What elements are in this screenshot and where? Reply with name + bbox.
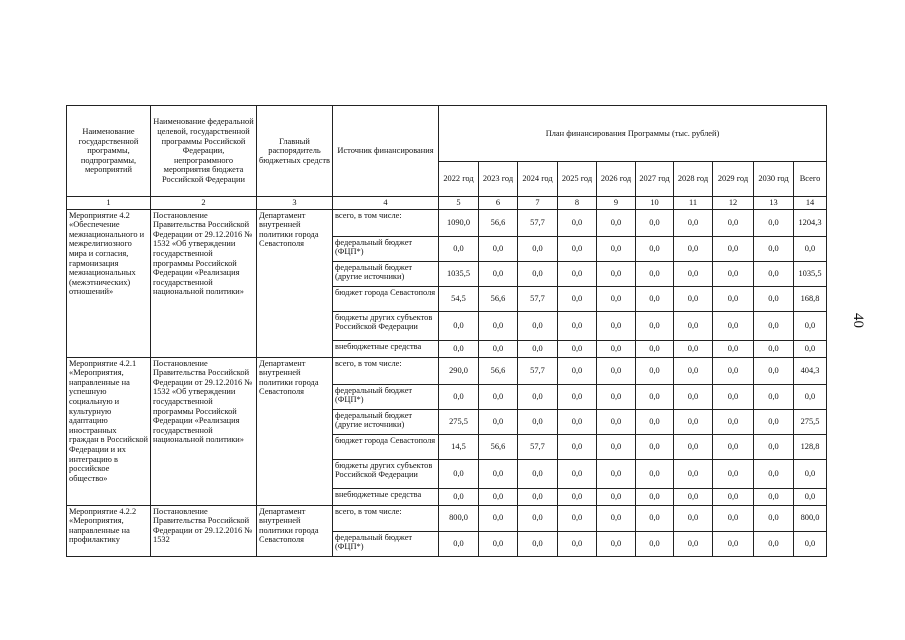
value-cell: 56,6 bbox=[479, 357, 518, 384]
value-cell: 0,0 bbox=[479, 531, 518, 556]
column-number: 7 bbox=[518, 197, 558, 210]
value-cell: 0,0 bbox=[754, 236, 794, 261]
budget-manager: Департамент внутренней политики города Севастополя bbox=[257, 505, 333, 556]
measure-name: Мероприятие 4.2.2 «Мероприятия, направленные на профилактику bbox=[67, 505, 151, 556]
year-header: 2022 год bbox=[439, 162, 479, 197]
column-number: 9 bbox=[597, 197, 636, 210]
value-cell: 1035,5 bbox=[439, 261, 479, 286]
value-cell: 0,0 bbox=[674, 384, 713, 409]
value-cell: 0,0 bbox=[754, 384, 794, 409]
value-cell: 0,0 bbox=[794, 531, 827, 556]
value-cell: 0,0 bbox=[754, 340, 794, 357]
year-header: 2029 год bbox=[713, 162, 754, 197]
column-number: 12 bbox=[713, 197, 754, 210]
value-cell: 0,0 bbox=[636, 286, 674, 311]
value-cell: 290,0 bbox=[439, 357, 479, 384]
value-cell: 0,0 bbox=[674, 261, 713, 286]
value-cell: 0,0 bbox=[518, 488, 558, 505]
value-cell: 0,0 bbox=[597, 531, 636, 556]
value-cell: 0,0 bbox=[558, 384, 597, 409]
value-cell: 404,3 bbox=[794, 357, 827, 384]
value-cell: 0,0 bbox=[754, 209, 794, 236]
value-cell: 0,0 bbox=[479, 505, 518, 531]
federal-program: Постановление Правительства Российской Федерации от 29.12.2016 № 1532 «Об утверждении государственной программы Российской Федерации «Реализация государственной национальной политики» bbox=[151, 357, 257, 505]
table-row bbox=[67, 357, 827, 384]
year-header: 2028 год bbox=[674, 162, 713, 197]
value-cell: 0,0 bbox=[558, 209, 597, 236]
value-cell: 0,0 bbox=[674, 409, 713, 434]
budget-manager: Департамент внутренней политики города Севастополя bbox=[257, 209, 333, 357]
value-cell: 0,0 bbox=[636, 434, 674, 459]
value-cell: 0,0 bbox=[518, 505, 558, 531]
value-cell: 0,0 bbox=[479, 459, 518, 488]
year-header: 2025 год bbox=[558, 162, 597, 197]
value-cell: 275,5 bbox=[439, 409, 479, 434]
value-cell: 0,0 bbox=[754, 357, 794, 384]
federal-program: Постановление Правительства Российской Федерации от 29.12.2016 № 1532 bbox=[151, 505, 257, 556]
value-cell: 0,0 bbox=[754, 409, 794, 434]
value-cell: 0,0 bbox=[479, 261, 518, 286]
header-program: Наименование государственной программы, подпрограммы, мероприятий bbox=[67, 106, 151, 197]
year-header: 2024 год bbox=[518, 162, 558, 197]
column-number: 10 bbox=[636, 197, 674, 210]
value-cell: 0,0 bbox=[597, 409, 636, 434]
value-cell: 0,0 bbox=[713, 209, 754, 236]
value-cell: 0,0 bbox=[439, 340, 479, 357]
value-cell: 0,0 bbox=[754, 434, 794, 459]
header-source: Источник финансирования bbox=[333, 106, 439, 197]
value-cell: 1090,0 bbox=[439, 209, 479, 236]
funding-source: всего, в том числе: bbox=[333, 209, 439, 236]
value-cell: 0,0 bbox=[713, 505, 754, 531]
value-cell: 0,0 bbox=[713, 384, 754, 409]
value-cell: 0,0 bbox=[518, 261, 558, 286]
value-cell: 0,0 bbox=[597, 286, 636, 311]
value-cell: 0,0 bbox=[439, 459, 479, 488]
value-cell: 57,7 bbox=[518, 434, 558, 459]
funding-source: федеральный бюджет (ФЦП*) bbox=[333, 384, 439, 409]
value-cell: 0,0 bbox=[636, 236, 674, 261]
value-cell: 0,0 bbox=[518, 459, 558, 488]
value-cell: 0,0 bbox=[713, 311, 754, 340]
year-header: 2030 год bbox=[754, 162, 794, 197]
value-cell: 0,0 bbox=[558, 531, 597, 556]
funding-source: федеральный бюджет (ФЦП*) bbox=[333, 531, 439, 556]
budget-manager: Департамент внутренней политики города Севастополя bbox=[257, 357, 333, 505]
column-number: 13 bbox=[754, 197, 794, 210]
value-cell: 0,0 bbox=[713, 434, 754, 459]
value-cell: 0,0 bbox=[794, 459, 827, 488]
column-number: 8 bbox=[558, 197, 597, 210]
value-cell: 0,0 bbox=[674, 311, 713, 340]
value-cell: 0,0 bbox=[713, 459, 754, 488]
value-cell: 0,0 bbox=[558, 311, 597, 340]
value-cell: 0,0 bbox=[674, 459, 713, 488]
value-cell: 0,0 bbox=[439, 488, 479, 505]
value-cell: 56,6 bbox=[479, 286, 518, 311]
value-cell: 0,0 bbox=[636, 261, 674, 286]
value-cell: 0,0 bbox=[754, 311, 794, 340]
value-cell: 0,0 bbox=[754, 488, 794, 505]
value-cell: 0,0 bbox=[439, 236, 479, 261]
value-cell: 0,0 bbox=[754, 261, 794, 286]
column-number: 2 bbox=[151, 197, 257, 210]
column-number: 5 bbox=[439, 197, 479, 210]
funding-source: внебюджетные средства bbox=[333, 340, 439, 357]
value-cell: 0,0 bbox=[479, 384, 518, 409]
column-number: 11 bbox=[674, 197, 713, 210]
value-cell: 0,0 bbox=[674, 209, 713, 236]
value-cell: 0,0 bbox=[597, 209, 636, 236]
value-cell: 0,0 bbox=[597, 488, 636, 505]
value-cell: 800,0 bbox=[439, 505, 479, 531]
value-cell: 57,7 bbox=[518, 286, 558, 311]
value-cell: 0,0 bbox=[558, 236, 597, 261]
header-plan-title: План финансирования Программы (тыс. рублей) bbox=[439, 106, 827, 162]
value-cell: 0,0 bbox=[558, 286, 597, 311]
value-cell: 0,0 bbox=[674, 434, 713, 459]
value-cell: 0,0 bbox=[597, 384, 636, 409]
value-cell: 0,0 bbox=[713, 286, 754, 311]
value-cell: 0,0 bbox=[674, 236, 713, 261]
header-federal-program: Наименование федеральной целевой, государственной программы Российской Федерации, непрограммного мероприятия бюджета Российской Федерации bbox=[151, 106, 257, 197]
value-cell: 0,0 bbox=[636, 311, 674, 340]
value-cell: 0,0 bbox=[597, 340, 636, 357]
value-cell: 0,0 bbox=[558, 409, 597, 434]
value-cell: 0,0 bbox=[794, 488, 827, 505]
value-cell: 0,0 bbox=[439, 531, 479, 556]
value-cell: 1204,3 bbox=[794, 209, 827, 236]
value-cell: 0,0 bbox=[518, 384, 558, 409]
funding-source: бюджет города Севастополя bbox=[333, 286, 439, 311]
value-cell: 800,0 bbox=[794, 505, 827, 531]
value-cell: 0,0 bbox=[518, 409, 558, 434]
funding-source: всего, в том числе: bbox=[333, 357, 439, 384]
value-cell: 0,0 bbox=[674, 286, 713, 311]
year-header: 2023 год bbox=[479, 162, 518, 197]
value-cell: 0,0 bbox=[558, 340, 597, 357]
table-row bbox=[67, 505, 827, 531]
value-cell: 56,6 bbox=[479, 209, 518, 236]
value-cell: 0,0 bbox=[674, 340, 713, 357]
funding-source: федеральный бюджет (другие источники) bbox=[333, 409, 439, 434]
value-cell: 0,0 bbox=[794, 236, 827, 261]
value-cell: 168,8 bbox=[794, 286, 827, 311]
financing-table bbox=[66, 105, 827, 557]
value-cell: 0,0 bbox=[558, 434, 597, 459]
funding-source: федеральный бюджет (другие источники) bbox=[333, 261, 439, 286]
value-cell: 0,0 bbox=[754, 531, 794, 556]
value-cell: 0,0 bbox=[794, 311, 827, 340]
value-cell: 0,0 bbox=[713, 261, 754, 286]
value-cell: 0,0 bbox=[518, 311, 558, 340]
value-cell: 0,0 bbox=[439, 311, 479, 340]
column-number: 6 bbox=[479, 197, 518, 210]
funding-source: внебюджетные средства bbox=[333, 488, 439, 505]
value-cell: 0,0 bbox=[713, 409, 754, 434]
value-cell: 0,0 bbox=[713, 357, 754, 384]
column-number: 14 bbox=[794, 197, 827, 210]
value-cell: 275,5 bbox=[794, 409, 827, 434]
value-cell: 0,0 bbox=[597, 311, 636, 340]
value-cell: 0,0 bbox=[636, 357, 674, 384]
value-cell: 0,0 bbox=[558, 459, 597, 488]
federal-program: Постановление Правительства Российской Федерации от 29.12.2016 № 1532 «Об утверждении государственной программы Российской Федерации «Реализация государственной национальной политики» bbox=[151, 209, 257, 357]
funding-source: федеральный бюджет (ФЦП*) bbox=[333, 236, 439, 261]
value-cell: 0,0 bbox=[713, 340, 754, 357]
value-cell: 0,0 bbox=[674, 357, 713, 384]
value-cell: 0,0 bbox=[636, 384, 674, 409]
value-cell: 0,0 bbox=[439, 384, 479, 409]
column-number: 3 bbox=[257, 197, 333, 210]
column-number: 4 bbox=[333, 197, 439, 210]
page-number: 40 bbox=[850, 313, 866, 328]
value-cell: 0,0 bbox=[558, 488, 597, 505]
value-cell: 0,0 bbox=[794, 340, 827, 357]
value-cell: 0,0 bbox=[479, 311, 518, 340]
year-header: Всего bbox=[794, 162, 827, 197]
value-cell: 0,0 bbox=[636, 505, 674, 531]
value-cell: 0,0 bbox=[636, 459, 674, 488]
value-cell: 0,0 bbox=[518, 236, 558, 261]
value-cell: 0,0 bbox=[674, 531, 713, 556]
value-cell: 0,0 bbox=[597, 261, 636, 286]
value-cell: 0,0 bbox=[518, 531, 558, 556]
value-cell: 0,0 bbox=[597, 434, 636, 459]
value-cell: 0,0 bbox=[558, 357, 597, 384]
funding-source: бюджет города Севастополя bbox=[333, 434, 439, 459]
value-cell: 1035,5 bbox=[794, 261, 827, 286]
value-cell: 0,0 bbox=[674, 505, 713, 531]
value-cell: 0,0 bbox=[479, 340, 518, 357]
value-cell: 0,0 bbox=[558, 505, 597, 531]
value-cell: 57,7 bbox=[518, 357, 558, 384]
value-cell: 56,6 bbox=[479, 434, 518, 459]
value-cell: 0,0 bbox=[754, 459, 794, 488]
value-cell: 0,0 bbox=[636, 340, 674, 357]
value-cell: 14,5 bbox=[439, 434, 479, 459]
value-cell: 0,0 bbox=[636, 488, 674, 505]
value-cell: 0,0 bbox=[674, 488, 713, 505]
year-header: 2027 год bbox=[636, 162, 674, 197]
value-cell: 0,0 bbox=[713, 236, 754, 261]
value-cell: 0,0 bbox=[597, 236, 636, 261]
measure-name: Мероприятие 4.2 «Обеспечение межнационального и межрелигиозного мира и согласия, гармонизация межнациональных (межэтнических) отношений» bbox=[67, 209, 151, 357]
funding-source: бюджеты других субъектов Российской Федерации bbox=[333, 459, 439, 488]
table-row bbox=[67, 209, 827, 236]
value-cell: 0,0 bbox=[636, 209, 674, 236]
value-cell: 0,0 bbox=[754, 286, 794, 311]
value-cell: 0,0 bbox=[713, 531, 754, 556]
value-cell: 0,0 bbox=[636, 409, 674, 434]
header-manager: Главный распорядитель бюджетных средств bbox=[257, 106, 333, 197]
value-cell: 54,5 bbox=[439, 286, 479, 311]
value-cell: 0,0 bbox=[597, 505, 636, 531]
value-cell: 0,0 bbox=[479, 488, 518, 505]
value-cell: 0,0 bbox=[518, 340, 558, 357]
funding-source: бюджеты других субъектов Российской Федерации bbox=[333, 311, 439, 340]
value-cell: 128,8 bbox=[794, 434, 827, 459]
value-cell: 0,0 bbox=[636, 531, 674, 556]
value-cell: 57,7 bbox=[518, 209, 558, 236]
funding-source: всего, в том числе: bbox=[333, 505, 439, 531]
value-cell: 0,0 bbox=[558, 261, 597, 286]
value-cell: 0,0 bbox=[713, 488, 754, 505]
value-cell: 0,0 bbox=[597, 357, 636, 384]
value-cell: 0,0 bbox=[754, 505, 794, 531]
value-cell: 0,0 bbox=[479, 236, 518, 261]
value-cell: 0,0 bbox=[794, 384, 827, 409]
measure-name: Мероприятие 4.2.1 «Мероприятия, направленные на успешную социальную и культурную адаптацию иностранных граждан в Российской Федерации и их интеграцию в российское общество» bbox=[67, 357, 151, 505]
column-number: 1 bbox=[67, 197, 151, 210]
year-header: 2026 год bbox=[597, 162, 636, 197]
value-cell: 0,0 bbox=[479, 409, 518, 434]
value-cell: 0,0 bbox=[597, 459, 636, 488]
